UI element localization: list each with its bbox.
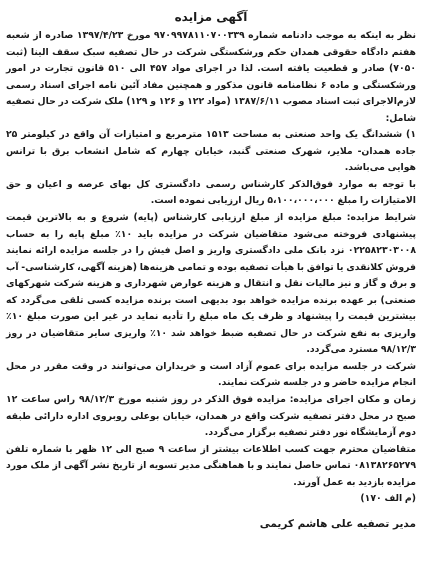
conditions-paragraph: شرایط مزایده: مبلغ مزایده از مبلغ ارزیابی کارشناس (پایه) شروع و به بالاترین قیمت پیشنهادی فروخته می‌شود متقاضیان شرکت در مزایده باید ۱۰٪ مبلغ پایه را به حساب ۰۲۲۵۸۲۳۰۳۰۰۸ نزد بانک ملی دادگستری واریز و اصل فیش را در جلسه مزایده ارائه نمایند فروش کلانقدی یا توافق با هیأت تصفیه بوده و تمامی هزینه‌ها (هزینه آگهی، کارشناسی- آب و برق و گاز و نیز مالیات نقل و انتقال و هزینه عوارض شهرداری و هزینه شرکت شهرکهای صنعتی) بر عهده برنده مزایده خواهد بود بدیهی است برنده مزایده کسی تلقی می‌گردد که بیشترین قیمت را پیشنهاد و ظرف یک ماه مبلغ را تأدیه نماید در غیر این صورت مبلغ ۱۰٪ واریزی به نفع شرکت در حال تصفیه ضبط خواهد شد ۱۰٪ واریزی سایر متقاضیان در روز ۹۸/۱۲/۳ مسترد می‌گردد. bbox=[6, 212, 417, 356]
property-paragraph: ۱) ششدانگ یک واحد صنعتی به مساحت ۱۵۱۳ مترمربع و امتیازات آن واقع در کیلومتر ۲۵ جاده همدان- ملایر، شهرک صنعتی گنبد، خیابان چهارم که شامل انشعاب برق با ترانس هوایی می‌باشد. bbox=[6, 129, 416, 174]
schedule-paragraph: زمان و مکان اجرای مزایده: مزایده فوق الذکر در روز شنبه مورخ ۹۸/۱۲/۳ راس ساعت ۱۲ صبح در محل دفتر تصفیه شرکت واقع در همدان، خیابان بوعلی روبروی اداره دارائی طبقه دوم آزمایشگاه نور دفتر تصفیه برگزار می‌گردد. bbox=[6, 394, 416, 439]
attendance-paragraph: شرکت در جلسه مزایده برای عموم آزاد است و خریداران می‌توانند در وقت مقرر در محل انجام مزایده حاضر و در جلسه شرکت نمایند. bbox=[6, 360, 416, 389]
intro-paragraph: نظر به اینکه به موجب دادنامه شماره ۹۷۰۹۹۷۸۱۱۰۷۰۰۳۳۹ مورخ ۱۳۹۷/۴/۲۳ صادره از شعبه هفتم دادگاه حقوقی همدان حکم ورشکستگی شرکت در حال تصفیه سبک سقف الینا (ثبت ۷۰۵۰) صادر و قطعیت یافته است. لذا در اجرای مواد ۴۵۷ الی ۵۱۰ قانون تجارت در امور ورشکستگی و ماده ۶ نظامنامه قانون مذکور و همچنین مفاد آئین نامه اجرای اسناد رسمی لازم‌الاجرای ثبت اسناد مصوب ۱۳۸۷/۶/۱۱ (مواد ۱۲۲ و ۱۲۶ و ۱۲۹) ملک شرکت در حال تصفیه شامل: bbox=[6, 30, 416, 124]
notice-body bbox=[6, 28, 416, 508]
notice-title: آگهی مزایده bbox=[174, 10, 248, 24]
auction-notice bbox=[6, 0, 416, 532]
reference-number: (م الف ۱۷۰) bbox=[360, 493, 416, 505]
contact-paragraph: متقاضیان محترم جهت کسب اطلاعات بیشتر از ساعت ۹ صبح الی ۱۲ ظهر با شماره تلفن ۰۸۱۳۸۲۶۵۲۷۹ تماس حاصل نمایند و با هماهنگی مدیر تسویه از تاریخ نشر آگهی از ملک مورد مزایده بازدید به عمل آورند. bbox=[6, 443, 416, 488]
valuation-paragraph: با توجه به موارد فوق‌الذکر کارشناس رسمی دادگستری کل بهای عرصه و اعیان و حق الامتیازات را مبلغ ۵،۱۰۰،۰۰۰،۰۰۰ ریال ارزیابی نموده است. bbox=[6, 178, 416, 207]
signature-line: مدیر تصفیه علی هاشم کریمی bbox=[259, 517, 416, 530]
